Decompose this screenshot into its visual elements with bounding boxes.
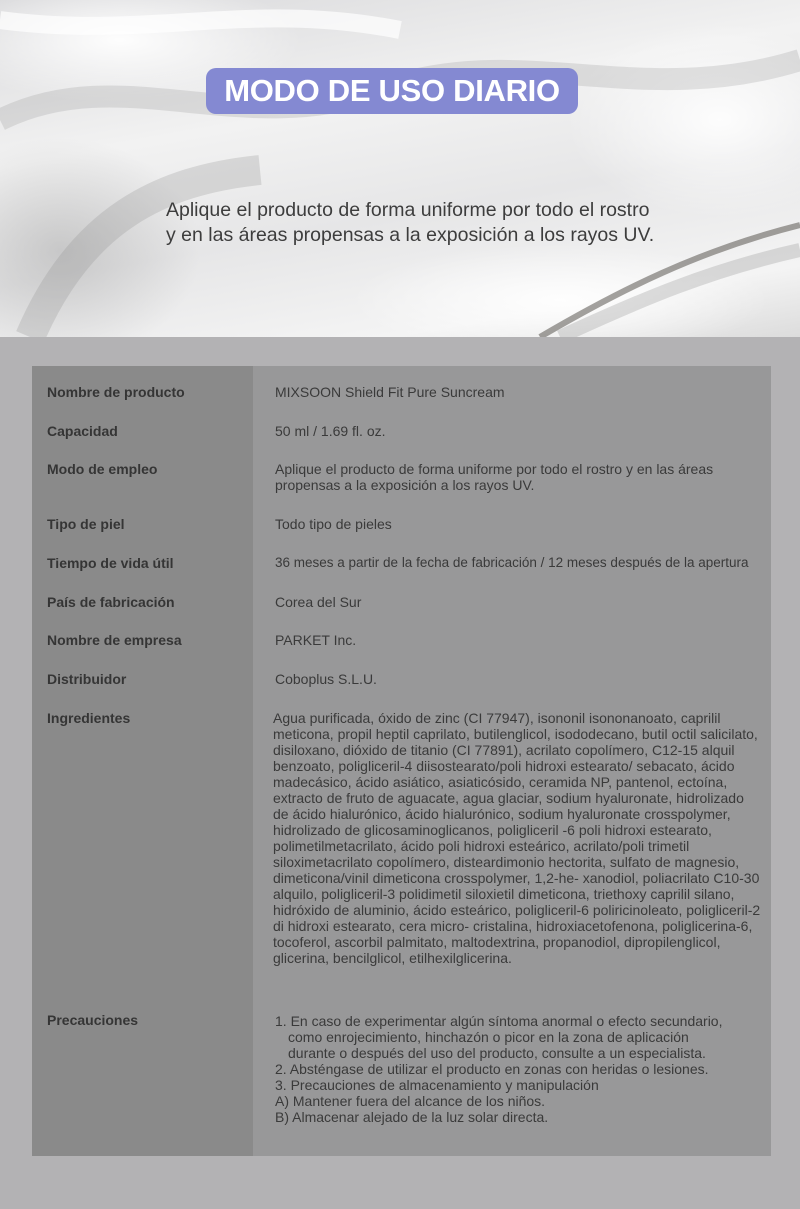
value-skin-type: Todo tipo de pieles — [275, 516, 392, 532]
list-item: 2. Absténgase de utilizar el producto en zonas con heridas o lesiones. — [275, 1061, 709, 1077]
label-product-name: Nombre de producto — [47, 384, 185, 400]
product-info-label-column — [32, 366, 253, 1156]
list-item: A) Mantener fuera del alcance de los niños. — [275, 1093, 546, 1109]
value-capacity: 50 ml / 1.69 fl. oz. — [275, 423, 386, 439]
cream-texture-image — [0, 0, 800, 337]
value-country: Corea del Sur — [275, 594, 362, 610]
usage-description: Aplique el producto de forma uniforme por todo el rostro y en las áreas propensas a la exposición a los rayos UV. — [166, 199, 655, 246]
value-shelf-life: 36 meses a partir de la fecha de fabricación / 12 meses después de la apertura — [275, 555, 749, 570]
value-product-name: MIXSOON Shield Fit Pure Suncream — [275, 384, 505, 400]
value-company: PARKET Inc. — [275, 632, 357, 648]
label-precautions: Precauciones — [47, 1012, 139, 1028]
list-item: durante o después del uso del producto, consulte a un especialista. — [288, 1045, 706, 1061]
value-distributor: Coboplus S.L.U. — [275, 671, 377, 687]
list-item: 1. En caso de experimentar algún síntoma anormal o efecto secundario, — [275, 1013, 723, 1029]
list-item: B) Almacenar alejado de la luz solar directa. — [275, 1109, 549, 1125]
precautions-list — [275, 1013, 755, 1125]
label-capacity: Capacidad — [47, 423, 118, 439]
label-usage: Modo de empleo — [47, 461, 158, 477]
label-skin-type: Tipo de piel — [47, 516, 125, 532]
label-company: Nombre de empresa — [47, 632, 182, 648]
label-country: País de fabricación — [47, 594, 175, 610]
label-distributor: Distribuidor — [47, 671, 127, 687]
value-usage: Aplique el producto de forma uniforme por todo el rostro y en las áreas propensas a la exposición a los rayos UV. — [275, 461, 714, 493]
hero-banner — [0, 0, 800, 337]
label-ingredients: Ingredientes — [47, 710, 131, 726]
label-shelf-life: Tiempo de vida útil — [47, 555, 174, 571]
section-title: MODO DE USO DIARIO — [206, 68, 578, 114]
value-ingredients: Agua purificada, óxido de zinc (CI 77947), isononil isononanoato, caprilil meticona, propil heptil caprilato, butilenglicol, isododecano, butil octil salicilato, disiloxano, dióxido de titanio (CI 77891), acrilato copolímero, C12-15 alquil benzoato, poligliceril-4 diisostearato/poli hidroxi estearato/ sebacato, ácido madecásico, ácido asiático, asiaticósido, ceramida NP, pantenol, ectoína, extracto de fruto de aguacate, agua glaciar, sodium hyaluronate, hidrolizado de ácido hialurónico, ácido hialurónico, sodium hyaluronate crosspolymer, hidrolizado de glicosaminoglicanos, poligliceril -6 poli hidroxi estearato, polimetilmetacrilato, ácido poli hidroxi esteárico, acrilato/poli trimetil siloximetacrilato copolímero, disteardimonio hectorita, sulfato de magnesio, dimeticona/vinil dimeticona crosspolymer, 1,2-he- xanodiol, poliacrilato C10-30 alquilo, poligliceril-3 polidimetil siloxietil dimeticona, triethoxy caprilil silano, hidróxido de aluminio, ácido esteárico, poligliceril-6 poliricinoleato, poligliceril-2 di hidroxi estearato, cera micro- cristalina, hidroxiacetofenona, poliglicerina-6, tocoferol, ascorbil palmitato, maltodextrina, propanodiol, dipropilenglicol, glicerina, bencilglicol, etilhexilglicerina. — [273, 710, 761, 966]
list-item: 3. Precauciones de almacenamiento y manipulación — [275, 1077, 599, 1093]
list-item: como enrojecimiento, hinchazón o picor en la zona de aplicación — [288, 1029, 689, 1045]
